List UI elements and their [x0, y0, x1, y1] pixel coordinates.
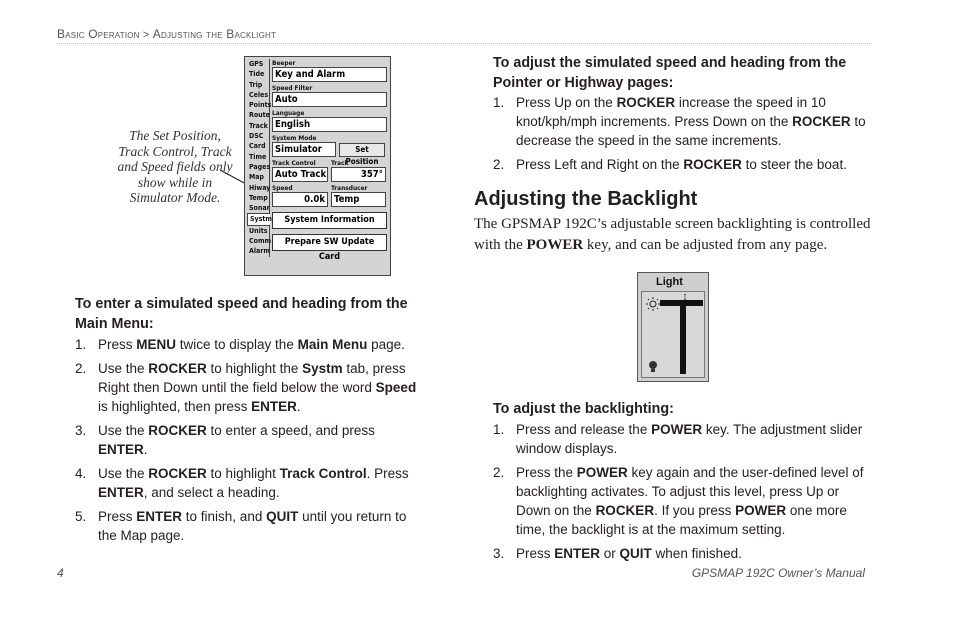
key-term: ROCKER	[148, 423, 207, 438]
set-position-button[interactable]: Set Position	[339, 143, 385, 157]
step-number: 1.	[493, 95, 505, 110]
step-text	[516, 463, 873, 539]
menu-tab-celes[interactable]: Celes	[249, 90, 269, 99]
page-number: 4	[57, 566, 64, 580]
breadcrumb-separator: >	[139, 29, 153, 41]
menu-tab-trip[interactable]: Trip	[247, 80, 270, 90]
step-number: 2.	[493, 157, 505, 172]
text-run: Press	[98, 337, 137, 352]
text-run: tab, press Right then Down until the field below the word	[98, 361, 406, 395]
sun-icon	[646, 297, 660, 311]
step-text	[98, 421, 427, 459]
step-item	[493, 420, 873, 458]
menu-tab-temp[interactable]: Temp	[247, 193, 270, 203]
text-run: is highlighted, then press	[98, 399, 252, 414]
step-number: 3.	[75, 423, 87, 438]
key-term: Track Control	[279, 466, 367, 481]
menu-tab-alarm[interactable]: Alarm	[249, 247, 270, 256]
slider-track-area	[641, 291, 705, 378]
text-run: key, and can be adjusted from any page.	[583, 237, 828, 253]
breadcrumb-section: Basic Operation	[57, 27, 140, 41]
step-number: 1.	[493, 422, 505, 437]
text-run: or	[600, 546, 620, 561]
step-text	[98, 507, 427, 545]
text-run: .	[296, 399, 301, 414]
speed-filter-label: Speed Filter	[272, 84, 313, 92]
key-term: POWER	[526, 237, 584, 253]
light-window-title: Light	[656, 276, 683, 288]
track-control-label: Track Control	[272, 159, 316, 167]
key-term: ROCKER	[792, 114, 851, 129]
speed-filter-field[interactable]: Auto	[272, 92, 387, 107]
text-run: one more time, the backlight is at the maximum setting.	[516, 503, 847, 537]
step-text	[98, 464, 427, 502]
text-run: key again and the user-defined level of backlighting activates. To adjust this level, press Up or Down on the	[516, 465, 864, 518]
text-run: page.	[367, 337, 405, 352]
figure-caption: The Set Position, Track Control, Track and Speed fields only show while in Simulator Mode.	[117, 128, 233, 205]
text-run: . Press	[366, 466, 409, 481]
system-settings-panel	[272, 59, 387, 262]
step-number: 3.	[493, 546, 505, 561]
key-term: QUIT	[266, 509, 299, 524]
text-run: Press	[98, 509, 137, 524]
breadcrumb-topic: Adjusting the Backlight	[152, 27, 277, 41]
backlight-intro-text	[474, 214, 874, 256]
menu-tab-track[interactable]: Track	[247, 121, 270, 131]
menu-tab-points[interactable]: Points	[249, 101, 272, 110]
key-term: ROCKER	[616, 95, 676, 110]
menu-tab-sonar[interactable]: Sonar	[249, 204, 270, 213]
step-number: 2.	[493, 465, 505, 480]
moon-icon	[648, 360, 658, 372]
menu-tab-comm[interactable]: Comm	[249, 237, 272, 246]
step-text	[98, 359, 427, 416]
slider-bar[interactable]	[680, 300, 686, 374]
step-item	[75, 464, 427, 502]
key-term: ROCKER	[683, 157, 742, 172]
prepare-sw-update-card-button[interactable]: Prepare SW Update Card	[272, 234, 387, 251]
section-heading-main-menu: To enter a simulated speed and heading from the Main Menu:	[75, 296, 408, 332]
page-title: Adjusting the Backlight	[474, 188, 698, 210]
text-run: Press Up on the	[516, 95, 617, 110]
menu-tab-units[interactable]: Units	[247, 226, 270, 236]
text-run: Press Left and Right on the	[516, 157, 684, 172]
speed-label: Speed	[272, 184, 293, 192]
step-number: 1.	[75, 337, 87, 352]
menu-tab-gps[interactable]: GPS	[247, 59, 270, 69]
text-run: to steer the boat.	[741, 157, 847, 172]
transducer-label: Transducer	[331, 184, 368, 192]
step-text	[98, 335, 427, 354]
text-run: Press the	[516, 465, 577, 480]
text-run: Press	[516, 546, 555, 561]
step-text	[516, 420, 873, 458]
text-run: . If you press	[654, 503, 736, 518]
step-number: 5.	[75, 509, 87, 524]
text-run: increase the speed in 10 knot/kph/mph increments. Press Down on the	[516, 95, 826, 129]
menu-tab-pages[interactable]: Pages	[249, 162, 271, 171]
system-mode-field[interactable]: Simulator	[272, 142, 336, 157]
text-run: Use the	[98, 361, 149, 376]
key-term: POWER	[735, 503, 787, 518]
key-term: ENTER	[136, 509, 183, 524]
step-item	[493, 463, 873, 539]
system-mode-label: System Mode	[272, 134, 317, 142]
text-run: to decrease the speed in the same increments.	[516, 114, 866, 148]
steps-backlighting	[493, 420, 873, 568]
menu-tab-hiway[interactable]: Hiway	[249, 183, 271, 192]
manual-title: GPSMAP 192C Owner’s Manual	[691, 566, 865, 580]
text-run: twice to display the	[176, 337, 298, 352]
step-item	[75, 421, 427, 459]
key-term: ROCKER	[148, 361, 207, 376]
beeper-label: Beeper	[272, 59, 296, 67]
menu-tab-systm[interactable]: Systm	[247, 213, 270, 225]
step-item	[75, 507, 427, 545]
header-rule	[57, 43, 872, 44]
menu-tab-card[interactable]: Card	[247, 141, 270, 151]
language-field[interactable]: English	[272, 117, 387, 132]
text-run: The GPSMAP 192C’s adjustable screen backlighting is controlled with the	[474, 216, 871, 253]
key-term: ROCKER	[595, 503, 655, 518]
steps-main-menu	[75, 335, 427, 550]
step-item	[75, 359, 427, 416]
system-information-button[interactable]: System Information	[272, 212, 387, 229]
text-run: .	[143, 442, 148, 457]
track-label: Track	[331, 159, 349, 167]
step-item	[75, 335, 427, 354]
key-term: POWER	[651, 422, 703, 437]
key-term: ENTER	[98, 485, 144, 500]
key-term: Main Menu	[297, 337, 368, 352]
track-field[interactable]: 357°	[331, 167, 386, 182]
beeper-field[interactable]: Key and Alarm	[272, 67, 387, 82]
menu-tab-tide[interactable]: Tide	[247, 69, 270, 79]
step-item	[493, 155, 873, 174]
device-screen-main-menu	[244, 56, 391, 276]
menu-tab-time[interactable]: Time	[247, 152, 270, 162]
step-item	[493, 93, 873, 150]
key-term: MENU	[136, 337, 177, 352]
key-term: Systm	[302, 361, 343, 376]
step-number: 4.	[75, 466, 87, 481]
key-term: ROCKER	[148, 466, 207, 481]
step-text	[516, 544, 873, 563]
text-run: when finished.	[651, 546, 742, 561]
step-text	[516, 155, 873, 174]
text-run: to enter a speed, and press	[206, 423, 375, 438]
text-run: Press and release the	[516, 422, 652, 437]
text-run: key. The adjustment slider window displays.	[516, 422, 863, 456]
speed-field[interactable]: 0.0k	[272, 192, 328, 207]
text-run: , and select a heading.	[143, 485, 280, 500]
text-run: to highlight	[206, 466, 280, 481]
key-term: Speed	[375, 380, 417, 395]
key-term: QUIT	[619, 546, 652, 561]
language-label: Language	[272, 109, 305, 117]
step-number: 2.	[75, 361, 87, 376]
text-run: Use the	[98, 466, 149, 481]
key-term: ENTER	[98, 442, 144, 457]
menu-tab-dsc[interactable]: DSC	[247, 131, 270, 141]
menu-tab-list	[247, 59, 270, 257]
step-text	[516, 93, 873, 150]
track-control-field[interactable]: Auto Track	[272, 167, 328, 182]
key-term: ENTER	[554, 546, 601, 561]
step-item	[493, 544, 873, 563]
transducer-field[interactable]: Temp	[331, 192, 386, 207]
text-run: to finish, and	[182, 509, 267, 524]
breadcrumb	[57, 27, 276, 41]
section-heading-pointer-highway: To adjust the simulated speed and heading from the Pointer or Highway pages:	[493, 55, 847, 91]
key-term: ENTER	[251, 399, 297, 414]
text-run: to highlight the	[206, 361, 303, 376]
text-run: Use the	[98, 423, 149, 438]
menu-tab-map[interactable]: Map	[247, 172, 270, 182]
backlight-slider-window	[637, 272, 709, 382]
key-term: POWER	[576, 465, 628, 480]
text-run: until you return to the Map page.	[98, 509, 407, 543]
menu-tab-route[interactable]: Route	[249, 111, 270, 120]
section-heading-backlighting: To adjust the backlighting:	[493, 401, 674, 417]
steps-pointer-highway	[493, 93, 873, 179]
